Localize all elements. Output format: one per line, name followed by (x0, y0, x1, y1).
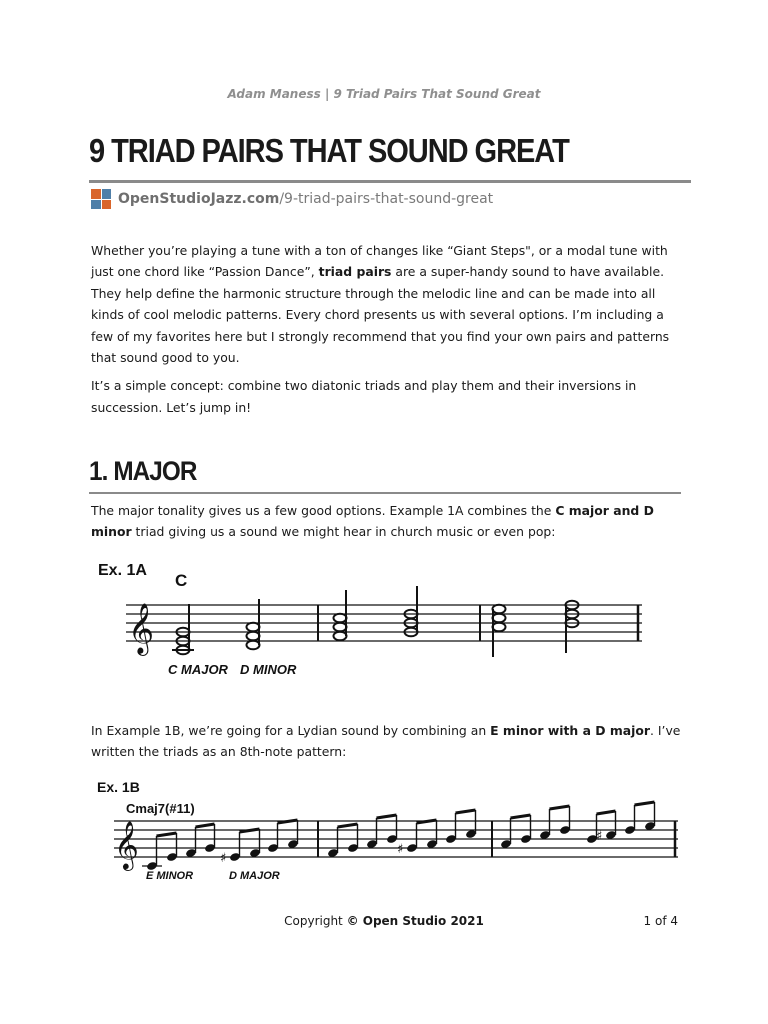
note-beam (377, 815, 397, 818)
note-beam (196, 824, 215, 827)
note-beam (635, 802, 655, 805)
section1-paragraph-2: In Example 1B, we’re going for a Lydian sound by combining an E minor with a D major. I’ve written the triads as an 8th-note pattern: (91, 723, 681, 760)
sharp-icon: ♯ (220, 851, 227, 866)
ex1a-triad2-label: D MINOR (240, 662, 297, 677)
treble-clef-icon: 𝄞 (128, 603, 155, 654)
ex1a-chord-symbol: C (175, 571, 188, 590)
source-path: /9-triad-pairs-that-sound-great (279, 191, 494, 207)
c-major-d-minor-emphasis: C major and D minor (91, 503, 654, 540)
copyright-notice: Copyright © Open Studio 2021 (284, 914, 484, 928)
logo-square-2 (102, 189, 112, 199)
source-link[interactable] (91, 189, 493, 209)
ex1a-label: Ex. 1A (98, 562, 147, 579)
logo-square-4 (102, 200, 112, 210)
sharp-icon: ♯ (596, 829, 603, 844)
source-domain: OpenStudioJazz.com (118, 191, 280, 207)
page-number: 1 of 4 (643, 914, 678, 928)
note-beam (338, 824, 358, 827)
ex1a-triad1-label: C MAJOR (168, 662, 228, 677)
note-beam (550, 806, 570, 809)
intro-paragraph-2: It’s a simple concept: combine two diatonic triads and play them and their inversions in succession. Let’s jump in! (91, 378, 637, 415)
section-divider (89, 492, 681, 494)
ex1b-label: Ex. 1B (97, 779, 140, 795)
example-1a-notation (90, 555, 660, 685)
triad-pairs-emphasis: triad pairs (318, 264, 392, 280)
note-beam (456, 810, 476, 813)
note-beam (157, 833, 177, 836)
ex1a-measure3-chords (493, 601, 579, 657)
intro-text (91, 240, 683, 418)
intro-paragraph-1: Whether you’re playing a tune with a ton of changes like “Giant Steps", or a modal tune with just one chord like “Passion Dance”, triad pairs are a super-handy sound to have available. They help define the harmonic structure through the melodic line and can be made into all kinds of cool melodic patterns. Every chord presents us with several options. I’m including a few of my favorites here but I strongly recommend that you find your own pairs and patterns that sound good to you. (91, 243, 670, 366)
example-1b-notation (90, 775, 690, 890)
section-heading-major: 1. MAJOR (89, 456, 197, 486)
ex1b-triad1-label: E MINOR (146, 870, 194, 882)
page-title: 9 TRIAD PAIRS THAT SOUND GREAT (89, 132, 569, 169)
ex1b-chord-symbol: Cmaj7(#11) (126, 801, 195, 816)
ex1a-measure1-chords (172, 599, 260, 654)
ex1b-eighth-notes (142, 802, 656, 871)
treble-clef-icon: 𝄞 (114, 820, 139, 869)
sharp-icon: ♯ (397, 842, 404, 857)
logo-square-3 (91, 200, 101, 210)
ex1b-triad2-label: D MAJOR (229, 870, 280, 882)
note-beam (511, 815, 531, 818)
section1-paragraph-1: The major tonality gives us a few good options. Example 1A combines the C major and D minor triad giving us a sound we might hear in church music or even pop: (91, 503, 654, 540)
running-head: Adam Maness | 9 Triad Pairs That Sound Great (227, 87, 541, 101)
open-studio-logo-icon (91, 189, 111, 209)
e-minor-d-major-emphasis: E minor with a D major (490, 723, 650, 738)
note-beam (597, 811, 616, 814)
logo-square-1 (91, 189, 101, 199)
title-divider (89, 180, 691, 183)
